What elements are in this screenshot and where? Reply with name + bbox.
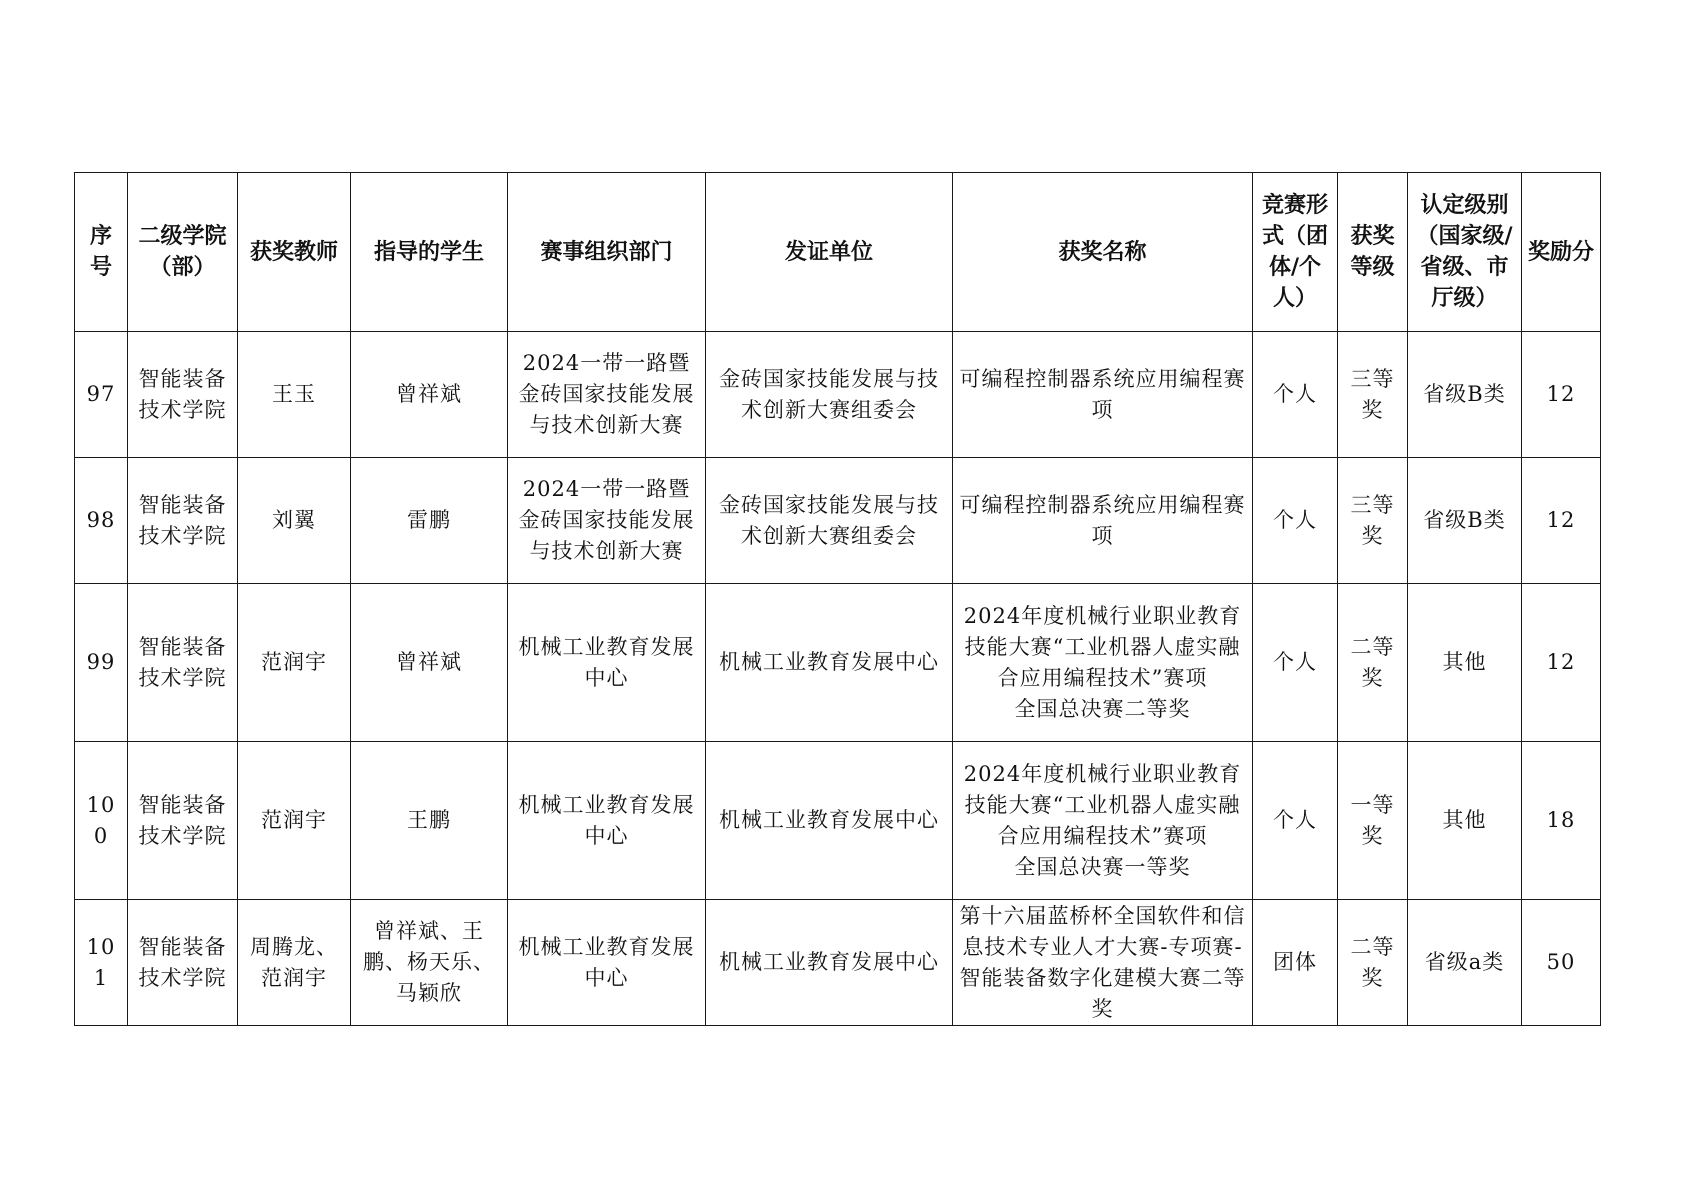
award-name-line: 可编程控制器系统应用编程赛项 [959,366,1246,422]
header-teacher: 获奖教师 [238,173,351,332]
cell-teacher: 刘翼 [238,458,351,584]
header-points: 奖励分 [1522,173,1601,332]
cell-level: 其他 [1408,584,1522,742]
cell-teacher: 王玉 [238,332,351,458]
cell-award-name [953,458,1253,584]
cell-form: 个人 [1253,584,1338,742]
document-page [74,172,1600,1026]
cell-points: 12 [1522,584,1601,742]
cell-college: 智能装备技术学院 [128,584,238,742]
cell-award-name [953,742,1253,900]
cell-seq: 99 [75,584,128,742]
cell-award-name [953,584,1253,742]
cell-issuer: 机械工业教育发展中心 [706,900,953,1026]
cell-grade: 三等奖 [1338,332,1408,458]
header-organizer: 赛事组织部门 [508,173,706,332]
header-level: 认定级别（国家级/省级、市厅级） [1408,173,1522,332]
cell-points: 50 [1522,900,1601,1026]
cell-issuer: 机械工业教育发展中心 [706,742,953,900]
award-name-line: 2024年度机械行业职业教育技能大赛“工业机器人虚实融合应用编程技术”赛项 [963,761,1242,848]
cell-college: 智能装备技术学院 [128,332,238,458]
cell-grade: 二等奖 [1338,584,1408,742]
cell-college: 智能装备技术学院 [128,742,238,900]
cell-students: 雷鹏 [351,458,508,584]
cell-seq: 101 [75,900,128,1026]
header-college: 二级学院（部） [128,173,238,332]
header-grade: 获奖等级 [1338,173,1408,332]
table-row [75,332,1601,458]
cell-points: 12 [1522,332,1601,458]
cell-grade: 二等奖 [1338,900,1408,1026]
awards-table [74,172,1601,1026]
cell-level: 其他 [1408,742,1522,900]
award-name-line: 可编程控制器系统应用编程赛项 [959,492,1246,548]
cell-award-name [953,332,1253,458]
cell-points: 18 [1522,742,1601,900]
cell-college: 智能装备技术学院 [128,458,238,584]
header-form: 竞赛形式（团体/个人） [1253,173,1338,332]
cell-form: 个人 [1253,742,1338,900]
cell-organizer: 机械工业教育发展中心 [508,584,706,742]
cell-students: 曾祥斌 [351,332,508,458]
cell-organizer: 2024一带一路暨金砖国家技能发展与技术创新大赛 [508,332,706,458]
table-header-row [75,173,1601,332]
award-name-line: 全国总决赛二等奖 [1014,696,1191,721]
header-students: 指导的学生 [351,173,508,332]
cell-organizer: 机械工业教育发展中心 [508,900,706,1026]
cell-issuer: 机械工业教育发展中心 [706,584,953,742]
cell-students: 王鹏 [351,742,508,900]
cell-seq: 100 [75,742,128,900]
table-row [75,742,1601,900]
cell-teacher: 周腾龙、范润宇 [238,900,351,1026]
cell-grade: 三等奖 [1338,458,1408,584]
cell-teacher: 范润宇 [238,584,351,742]
header-seq: 序号 [75,173,128,332]
cell-seq: 98 [75,458,128,584]
cell-grade: 一等奖 [1338,742,1408,900]
cell-students: 曾祥斌、王鹏、杨天乐、马颖欣 [351,900,508,1026]
cell-students: 曾祥斌 [351,584,508,742]
award-name-line: 第十六届蓝桥杯全国软件和信息技术专业人才大赛-专项赛-智能装备数字化建模大赛二等奖 [959,903,1246,1021]
award-name-line: 全国总决赛一等奖 [1014,854,1191,879]
cell-award-name [953,900,1253,1026]
cell-organizer: 机械工业教育发展中心 [508,742,706,900]
cell-level: 省级a类 [1408,900,1522,1026]
cell-organizer: 2024一带一路暨金砖国家技能发展与技术创新大赛 [508,458,706,584]
cell-form: 个人 [1253,332,1338,458]
cell-level: 省级B类 [1408,332,1522,458]
cell-form: 团体 [1253,900,1338,1026]
cell-issuer: 金砖国家技能发展与技术创新大赛组委会 [706,458,953,584]
cell-points: 12 [1522,458,1601,584]
cell-level: 省级B类 [1408,458,1522,584]
table-row [75,458,1601,584]
cell-form: 个人 [1253,458,1338,584]
header-issuer: 发证单位 [706,173,953,332]
header-award-name: 获奖名称 [953,173,1253,332]
cell-college: 智能装备技术学院 [128,900,238,1026]
table-row [75,584,1601,742]
cell-seq: 97 [75,332,128,458]
cell-teacher: 范润宇 [238,742,351,900]
award-name-line: 2024年度机械行业职业教育技能大赛“工业机器人虚实融合应用编程技术”赛项 [963,603,1242,690]
table-row [75,900,1601,1026]
cell-issuer: 金砖国家技能发展与技术创新大赛组委会 [706,332,953,458]
